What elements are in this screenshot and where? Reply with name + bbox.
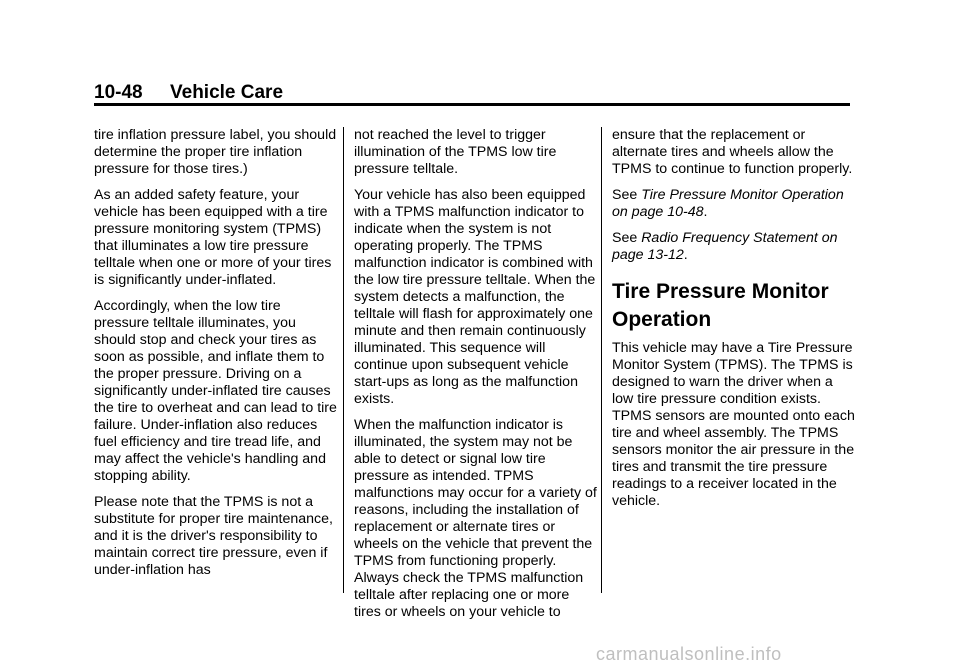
- paragraph: tire inflation pressure label, you should determine the proper tire inflation pressure for those tires.): [94, 127, 337, 177]
- paragraph: Please note that the TPMS is not a substitute for proper tire maintenance, and it is the driver's responsibility to maintain correct tire pressure, even if under-inflation has: [94, 494, 333, 578]
- watermark: carmanualsonline.info: [596, 644, 782, 664]
- paragraph: When the malfunction indicator is illuminated, the system may not be able to detect or signal low tire pressure as intended. TPMS malfunctions may occur for a variety of reasons, including the installation of replacement or alternate tires or wheels on the vehicle that prevent the TPMS from functioning properly. Always check the TPMS malfunction telltale after replacing one or more tires or wheels on your vehicle to: [354, 417, 597, 620]
- section-title: Vehicle Care: [170, 82, 284, 103]
- section-heading: Tire Pressure Monitor Operation: [612, 280, 829, 331]
- see-prefix: See: [612, 230, 642, 246]
- paragraph: ensure that the replacement or alternate tires and wheels allow the TPMS to continue to function properly.: [612, 127, 853, 177]
- paragraph: This vehicle may have a Tire Pressure Monitor System (TPMS). The TPMS is designed to warn the driver when a low tire pressure condition exists. TPMS sensors are mounted onto each tire and wheel assembly. The TPMS sensors monitor the air pressure in the tires and transmit the tire pressure readings to a receiver located in the vehicle.: [612, 340, 855, 509]
- see-also-1: [612, 187, 857, 221]
- see-suffix: .: [703, 204, 708, 220]
- column-divider: [601, 127, 602, 593]
- paragraph: As an added safety feature, your vehicle has been equipped with a tire pressure monitoring system (TPMS) that illuminates a low tire pressure telltale when one or more of your tires is significantly under-inflated.: [94, 187, 332, 288]
- see-prefix: See: [612, 187, 642, 203]
- paragraph: Accordingly, when the low tire pressure telltale illuminates, you should stop and check your tires as soon as possible, and inflate them to the proper pressure. Driving on a significantly under-inflated tire causes the tire to overheat and can lead to tire failure. Under-inflation also reduces fuel efficiency and tire tread life, and may affect the vehicle's handling and stopping ability.: [94, 298, 337, 484]
- header-rule: [94, 103, 850, 106]
- see-also-2: [612, 230, 857, 264]
- column-3: [612, 127, 857, 519]
- cross-reference-link[interactable]: Radio Frequency Statement on page 13-12: [612, 230, 838, 263]
- paragraph: not reached the level to trigger illumination of the TPMS low tire pressure telltale.: [354, 127, 557, 177]
- column-divider: [343, 127, 344, 593]
- column-2: [354, 127, 599, 630]
- page-number: 10-48: [94, 82, 143, 103]
- cross-reference-link[interactable]: Tire Pressure Monitor Operation on page 10-48: [612, 187, 844, 220]
- paragraph: Your vehicle has also been equipped with a TPMS malfunction indicator to indicate when the system is not operating properly. The TPMS malfunction indicator is combined with the low tire pressure telltale. When the system detects a malfunction, the telltale will flash for approximately one minute and then remain continuously illuminated. This sequence will continue upon subsequent vehicle start-ups as long as the malfunction exists.: [354, 187, 596, 407]
- column-1: [94, 127, 339, 588]
- see-suffix: .: [683, 247, 688, 263]
